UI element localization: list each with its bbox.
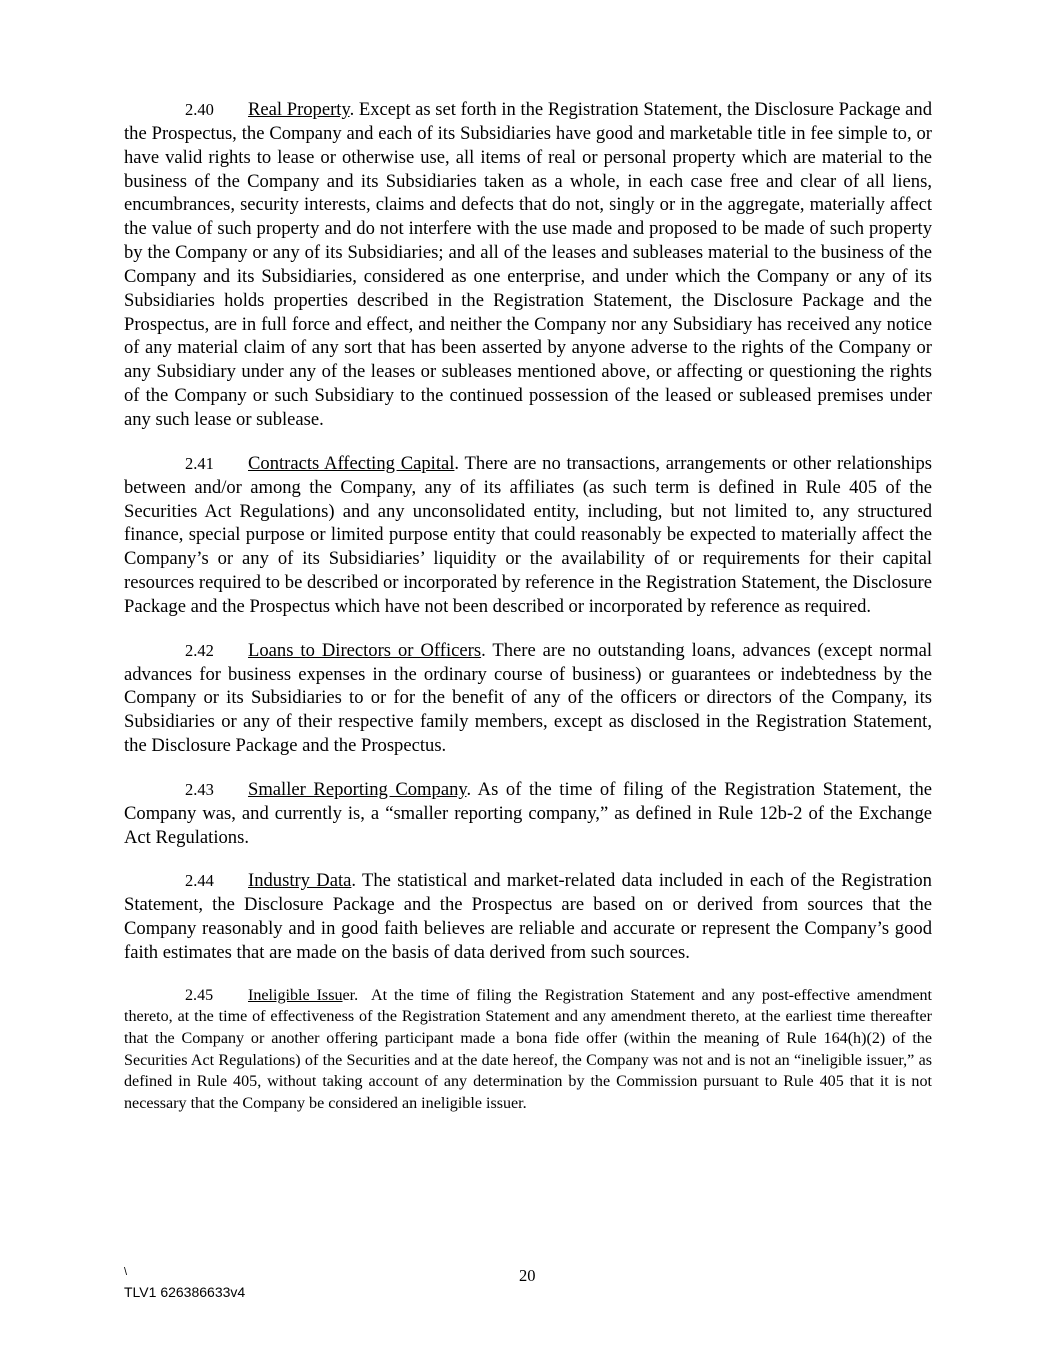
document-body bbox=[124, 98, 937, 1134]
section-heading: Ineligible Issu bbox=[248, 986, 343, 1004]
section-heading: Smaller Reporting Company bbox=[248, 778, 467, 800]
section-text: . There are no outstanding loans, advances (except normal advances for business expenses in the ordinary course of business) or guarantees or indebtedness by the Company or its Subsidiaries to or for the benefit of any of the officers or directors of the Company, its Subsidiaries or any of their respective family members, except as disclosed in the Registration Statement, the Disclosure Package and the Prospectus. bbox=[124, 639, 932, 757]
section-text: er. At the time of filing the Registration Statement and any post-effective amendment thereto, at the time of effectiveness of the Registration Statement and any amendment thereto, at the earliest time thereafter that the Company or another offering participant made a bona fide offer (within the meaning of Rule 164(h)(2) of the Securities Act Regulations) of the Securities and at the date hereof, the Company was not and is not an “ineligible issuer,” as defined in Rule 405, without taking account of any determination by the Commission pursuant to Rule 405 that it is not necessary that the Company be considered an ineligible issuer. bbox=[124, 986, 937, 1112]
section-2-44 bbox=[124, 869, 932, 964]
section-number: 2.41 bbox=[185, 453, 214, 473]
section-2-43 bbox=[124, 778, 932, 850]
section-text: . The statistical and market-related data included in each of the Registration Statement, the Disclosure Package and the Prospectus are based on or derived from sources that the Company reasonably and in good faith believes are reliable and accurate or represent the Company’s good faith estimates that are made on the basis of data derived from such sources. bbox=[124, 870, 932, 963]
section-2-42 bbox=[124, 639, 932, 758]
section-number: 2.40 bbox=[185, 100, 214, 119]
section-text: . There are no transactions, arrangements or other relationships between and/or among the Company, any of its affiliates (as such term is defined in Rule 405 of the Securities Act Regulations) and any unconsolidated entity, including, but not limited to, any structured finance, special purpose or limited purpose entity that could reasonably be expected to materially affect the Company’s or any of its Subsidiaries’ liquidity or the availability of or requirements for their capital resources required to be described or incorporated by reference in the Registration Statement, the Disclosure Package and the Prospectus which have not been described or incorporated by reference as required. bbox=[124, 452, 933, 617]
section-text: . As of the time of filing of the Registration Statement, the Company was, and currently is, a “smaller reporting company,” as defined in Rule 12b-2 of the Exchange Act Regulations. bbox=[124, 778, 932, 848]
section-heading: Real Property bbox=[248, 99, 350, 120]
section-number: 2.45 bbox=[185, 986, 214, 1004]
section-number: 2.43 bbox=[185, 779, 214, 799]
section-heading: Contracts Affecting Capital bbox=[248, 452, 455, 474]
section-heading: Loans to Directors or Officers bbox=[248, 639, 482, 661]
section-2-41 bbox=[124, 452, 932, 619]
section-2-40 bbox=[124, 98, 932, 432]
document-id: TLV1 626386633v4 bbox=[124, 1284, 246, 1300]
footer-slash: \ bbox=[124, 1266, 128, 1278]
section-number: 2.44 bbox=[185, 871, 214, 891]
page-number: 20 bbox=[519, 1266, 536, 1285]
section-number: 2.42 bbox=[185, 640, 214, 660]
section-heading: Industry Data bbox=[248, 870, 352, 892]
section-text: . Except as set forth in the Registration Statement, the Disclosure Package and the Prospectus, the Company and each of its Subsidiaries have good and marketable title in fee simple to, or have valid rights to lease or otherwise use, all items of real or personal property which are material to the business of the Company and its Subsidiaries taken as a whole, in each case free and clear of all liens, encumbrances, security interests, claims and defects that do not, singly or in the aggregate, materially affect the value of such property and do not interfere with the use made and proposed to be made of such property by the Company or any of its Subsidiaries; and all of the leases and subleases material to the business of the Company and its Subsidiaries, considered as one enterprise, and under which the Company or any of its Subsidiaries holds properties described in the Registration Statement, the Disclosure Package and the Prospectus, are in full force and effect, and neither the Company nor any Subsidiary has received any notice of any material claim of any sort that has been asserted by anyone adverse to the rights of the Company or any Subsidiary under any of the leases or subleases mentioned above, or affecting or questioning the rights of the Company or such Subsidiary to the continued possession of the leased or subleased premises under any such lease or sublease. bbox=[124, 99, 933, 430]
section-2-45 bbox=[124, 985, 937, 1115]
